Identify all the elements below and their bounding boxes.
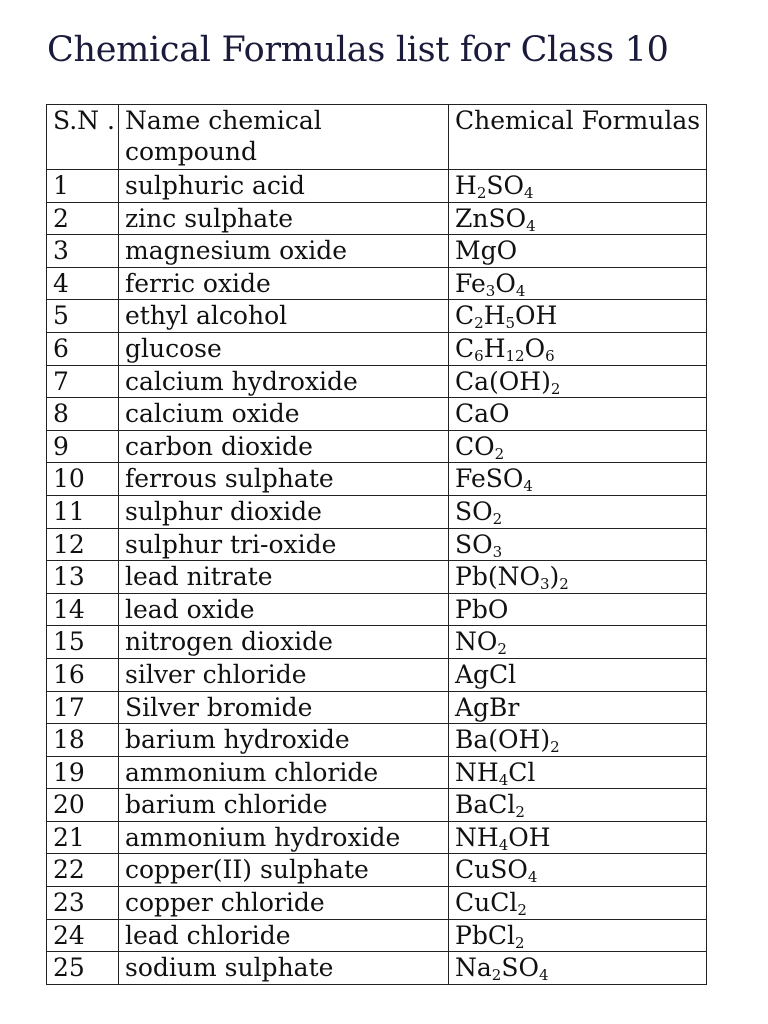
compound-name-cell: zinc sulphate xyxy=(119,202,449,235)
serial-number-cell: 8 xyxy=(47,398,119,431)
chemical-formula-cell: BaCl$_2$ xyxy=(449,789,707,822)
table-row xyxy=(47,463,707,496)
serial-number-cell: 23 xyxy=(47,887,119,920)
chemical-formula-cell: $SO_3$ xyxy=(449,528,707,561)
table-row xyxy=(47,202,707,235)
table-body xyxy=(47,170,707,985)
table-row xyxy=(47,528,707,561)
chemical-formula-cell: ZnSO$_4$ xyxy=(449,202,707,235)
table-row xyxy=(47,593,707,626)
chemical-formula-cell: $Ba(OH)_2$ xyxy=(449,724,707,757)
table-row xyxy=(47,300,707,333)
chemical-formula-cell: $Pb(NO_3)_2$ xyxy=(449,561,707,594)
table-row xyxy=(47,332,707,365)
chemical-formula-cell: $Fe_3O_4$ xyxy=(449,267,707,300)
table-row xyxy=(47,170,707,203)
compound-name-cell: silver chloride xyxy=(119,658,449,691)
chemical-formula-cell: PbO xyxy=(449,593,707,626)
compound-name-cell: nitrogen dioxide xyxy=(119,626,449,659)
compound-name-cell: copper(II) sulphate xyxy=(119,854,449,887)
chemical-formula-cell: $C_2H_5OH$ xyxy=(449,300,707,333)
chemical-formula-cell: $NH_4OH$ xyxy=(449,821,707,854)
chemical-formula-cell: $Na_2SO_4$ xyxy=(449,952,707,985)
table-row xyxy=(47,365,707,398)
table-row xyxy=(47,789,707,822)
serial-number-cell: 21 xyxy=(47,821,119,854)
page-title: Chemical Formulas list for Class 10 xyxy=(47,30,669,70)
compound-name-cell: ferric oxide xyxy=(119,267,449,300)
header-compound-name: Name chemical compound xyxy=(119,105,449,170)
chemical-formulas-table xyxy=(46,104,707,985)
compound-name-cell: sodium sulphate xyxy=(119,952,449,985)
serial-number-cell: 5 xyxy=(47,300,119,333)
table-row xyxy=(47,854,707,887)
table-row xyxy=(47,691,707,724)
chemical-formula-cell: $NH_4Cl$ xyxy=(449,756,707,789)
compound-name-cell: lead oxide xyxy=(119,593,449,626)
serial-number-cell: 1 xyxy=(47,170,119,203)
compound-name-cell: copper chloride xyxy=(119,887,449,920)
serial-number-cell: 20 xyxy=(47,789,119,822)
table-row xyxy=(47,495,707,528)
serial-number-cell: 12 xyxy=(47,528,119,561)
compound-name-cell: barium hydroxide xyxy=(119,724,449,757)
compound-name-cell: calcium oxide xyxy=(119,398,449,431)
serial-number-cell: 11 xyxy=(47,495,119,528)
table-row xyxy=(47,235,707,268)
chemical-formula-cell: $Ca(OH)_2$ xyxy=(449,365,707,398)
chemical-formula-cell: MgO xyxy=(449,235,707,268)
serial-number-cell: 2 xyxy=(47,202,119,235)
header-chemical-formula: Chemical Formulas xyxy=(449,105,707,170)
table-row xyxy=(47,398,707,431)
serial-number-cell: 19 xyxy=(47,756,119,789)
compound-name-cell: sulphuric acid xyxy=(119,170,449,203)
chemical-formula-cell: $SO_2$ xyxy=(449,495,707,528)
compound-name-cell: ethyl alcohol xyxy=(119,300,449,333)
serial-number-cell: 15 xyxy=(47,626,119,659)
table-row xyxy=(47,724,707,757)
serial-number-cell: 17 xyxy=(47,691,119,724)
chemical-formula-cell: PbCl$_2$ xyxy=(449,919,707,952)
chemical-formula-cell: $C_6H_{12}O_6$ xyxy=(449,332,707,365)
table-row xyxy=(47,658,707,691)
compound-name-cell: sulphur tri-oxide xyxy=(119,528,449,561)
chemical-formula-cell: AgCl xyxy=(449,658,707,691)
table-row xyxy=(47,821,707,854)
table-row xyxy=(47,919,707,952)
compound-name-cell: barium chloride xyxy=(119,789,449,822)
serial-number-cell: 6 xyxy=(47,332,119,365)
table-header-row xyxy=(47,105,707,170)
serial-number-cell: 13 xyxy=(47,561,119,594)
chemical-formula-cell: $CO_2$ xyxy=(449,430,707,463)
serial-number-cell: 18 xyxy=(47,724,119,757)
serial-number-cell: 10 xyxy=(47,463,119,496)
compound-name-cell: lead chloride xyxy=(119,919,449,952)
compound-name-cell: ammonium chloride xyxy=(119,756,449,789)
table-row xyxy=(47,756,707,789)
compound-name-cell: glucose xyxy=(119,332,449,365)
serial-number-cell: 14 xyxy=(47,593,119,626)
table-row xyxy=(47,561,707,594)
table-row xyxy=(47,887,707,920)
serial-number-cell: 9 xyxy=(47,430,119,463)
serial-number-cell: 16 xyxy=(47,658,119,691)
serial-number-cell: 22 xyxy=(47,854,119,887)
serial-number-cell: 4 xyxy=(47,267,119,300)
chemical-formula-cell: CuSO$_4$ xyxy=(449,854,707,887)
compound-name-cell: magnesium oxide xyxy=(119,235,449,268)
header-serial-number: S.N . xyxy=(47,105,119,170)
compound-name-cell: lead nitrate xyxy=(119,561,449,594)
compound-name-cell: ammonium hydroxide xyxy=(119,821,449,854)
compound-name-cell: Silver bromide xyxy=(119,691,449,724)
table-row xyxy=(47,626,707,659)
chemical-formula-cell: CaO xyxy=(449,398,707,431)
compound-name-cell: carbon dioxide xyxy=(119,430,449,463)
serial-number-cell: 24 xyxy=(47,919,119,952)
table-row xyxy=(47,430,707,463)
chemical-formula-cell: AgBr xyxy=(449,691,707,724)
compound-name-cell: sulphur dioxide xyxy=(119,495,449,528)
compound-name-cell: ferrous sulphate xyxy=(119,463,449,496)
serial-number-cell: 7 xyxy=(47,365,119,398)
chemical-formula-cell: FeSO$_4$ xyxy=(449,463,707,496)
chemical-formula-cell: CuCl$_2$ xyxy=(449,887,707,920)
chemical-formula-cell: $H_2SO_4$ xyxy=(449,170,707,203)
chemical-formula-cell: $NO_2$ xyxy=(449,626,707,659)
table-row xyxy=(47,267,707,300)
serial-number-cell: 3 xyxy=(47,235,119,268)
compound-name-cell: calcium hydroxide xyxy=(119,365,449,398)
serial-number-cell: 25 xyxy=(47,952,119,985)
table-row xyxy=(47,952,707,985)
